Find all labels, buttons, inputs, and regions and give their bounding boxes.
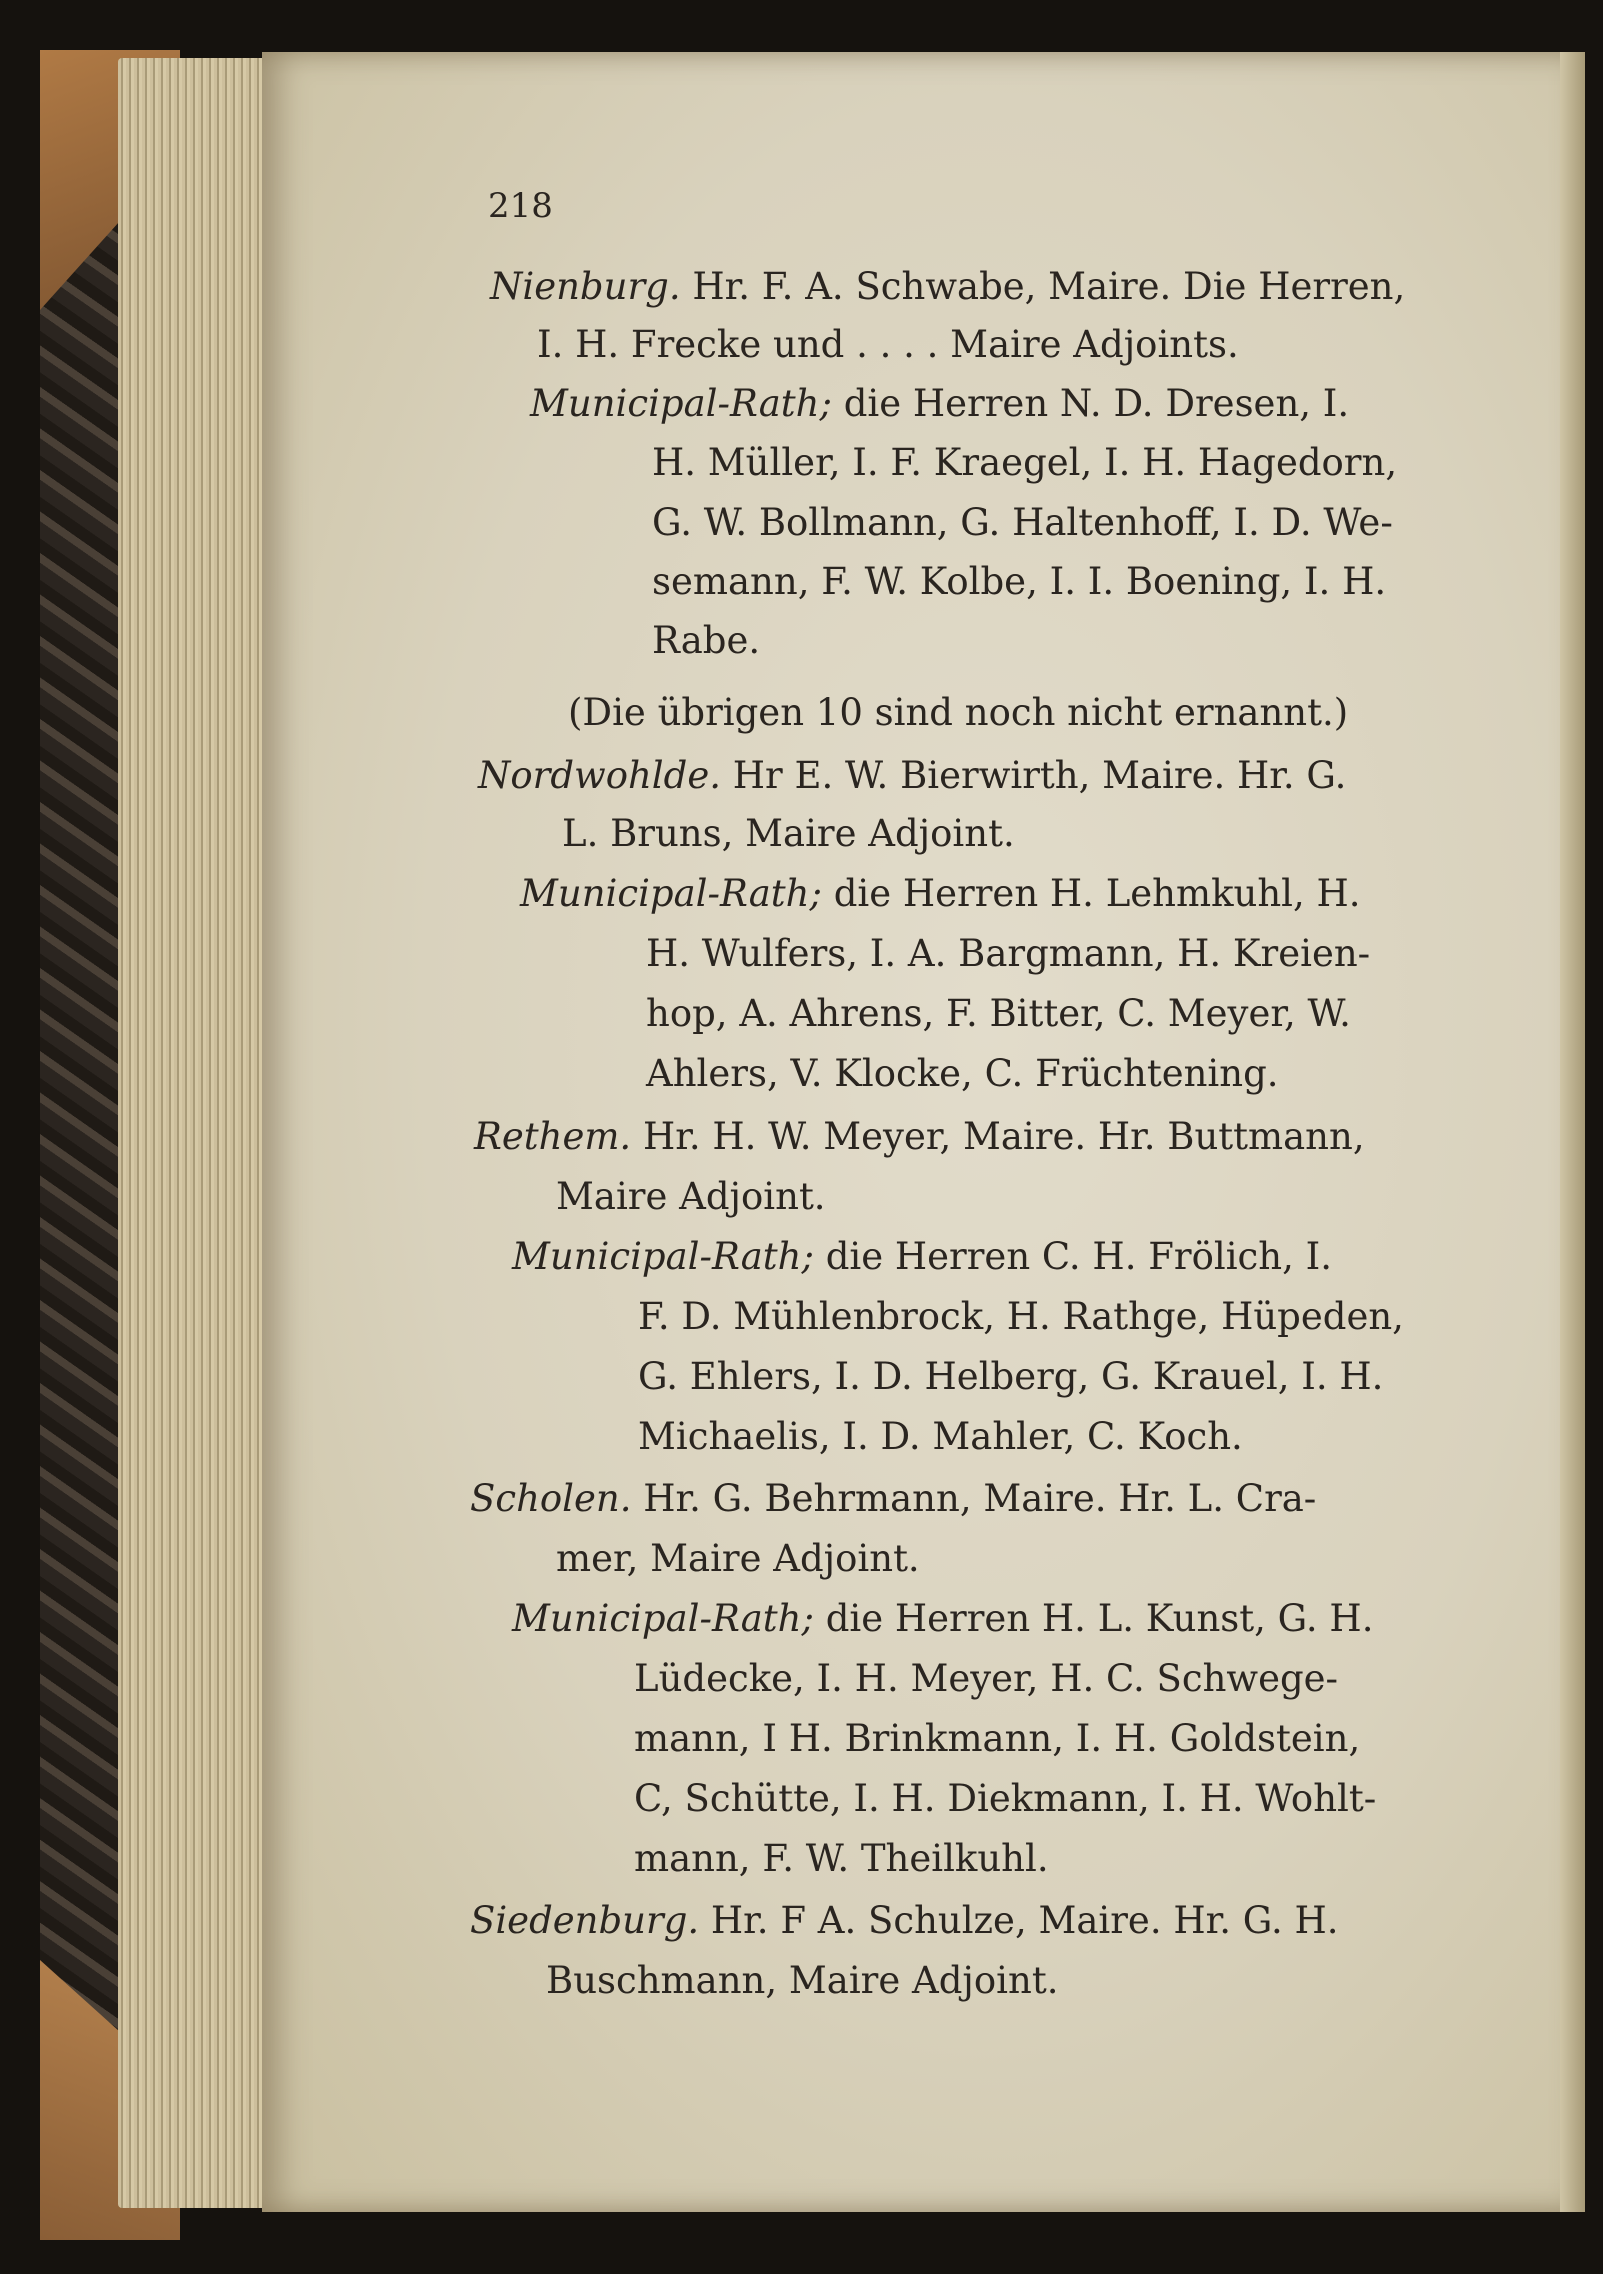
line-text: mer, Maire Adjoint. <box>556 1537 920 1580</box>
line-text: Lüdecke, I. H. Meyer, H. C. Schwege- <box>634 1657 1339 1700</box>
line-text: Ahlers, V. Klocke, C. Früchtening. <box>646 1052 1279 1095</box>
text-line <box>646 1052 1279 1095</box>
section-label: Municipal-Rath; <box>512 1597 814 1640</box>
line-text: Maire Adjoint. <box>556 1175 826 1218</box>
line-text: F. D. Mühlenbrock, H. Rathge, Hüpeden, <box>638 1295 1404 1338</box>
section-label: Municipal-Rath; <box>520 872 822 915</box>
section-label: Municipal-Rath; <box>530 382 832 425</box>
text-line <box>562 812 1015 855</box>
text-line <box>470 1477 1317 1520</box>
line-text: die Herren C. H. Frölich, I. <box>825 1235 1332 1278</box>
line-text: die Herren N. D. Dresen, I. <box>843 382 1350 425</box>
line-text: hop, A. Ahrens, F. Bitter, C. Meyer, W. <box>646 992 1351 1035</box>
line-text: Hr. G. Behrmann, Maire. Hr. L. Cra- <box>643 1477 1317 1520</box>
text-line <box>638 1355 1384 1398</box>
text-line <box>634 1837 1049 1880</box>
text-line <box>556 1175 826 1218</box>
line-text: Hr. F. A. Schwabe, Maire. Die Herren, <box>692 265 1406 308</box>
line-text: G. Ehlers, I. D. Helberg, G. Krauel, I. H. <box>638 1355 1384 1398</box>
place-name: Nordwohlde. <box>478 754 721 797</box>
text-line <box>652 619 761 662</box>
section-label: Municipal-Rath; <box>512 1235 814 1278</box>
text-line <box>638 1415 1243 1458</box>
text-line <box>634 1717 1361 1760</box>
text-line <box>530 382 1350 425</box>
line-text: I. H. Frecke und . . . . Maire Adjoints. <box>537 323 1239 366</box>
text-line <box>556 1537 920 1580</box>
text-line <box>520 872 1361 915</box>
line-text: (Die übrigen 10 sind noch nicht ernannt.) <box>568 691 1349 734</box>
place-name: Nienburg. <box>490 265 681 308</box>
text-line <box>470 1899 1339 1942</box>
text-line <box>652 501 1393 544</box>
line-text: L. Bruns, Maire Adjoint. <box>562 812 1015 855</box>
text-line <box>652 560 1387 603</box>
line-text: Hr. F A. Schulze, Maire. Hr. G. H. <box>710 1899 1339 1942</box>
page-gutter <box>1560 52 1585 2212</box>
text-line <box>646 992 1351 1035</box>
line-text: Michaelis, I. D. Mahler, C. Koch. <box>638 1415 1243 1458</box>
text-line <box>568 691 1349 734</box>
text-line <box>490 265 1406 308</box>
line-text: mann, F. W. Theilkuhl. <box>634 1837 1049 1880</box>
line-text: G. W. Bollmann, G. Haltenhoff, I. D. We- <box>652 501 1393 544</box>
line-text: die Herren H. Lehmkuhl, H. <box>833 872 1361 915</box>
text-line <box>537 323 1239 366</box>
line-text: Rabe. <box>652 619 761 662</box>
text-line <box>474 1115 1365 1158</box>
line-text: H. Müller, I. F. Kraegel, I. H. Hagedorn, <box>652 441 1398 484</box>
line-text: C, Schütte, I. H. Diekmann, I. H. Wohlt- <box>634 1777 1377 1820</box>
line-text: Hr. H. W. Meyer, Maire. Hr. Buttmann, <box>642 1115 1365 1158</box>
text-line <box>652 441 1398 484</box>
page-number: 218 <box>488 186 553 226</box>
page-stack-edges <box>118 58 278 2208</box>
text-line <box>512 1235 1332 1278</box>
text-line <box>646 932 1371 975</box>
line-text: H. Wulfers, I. A. Bargmann, H. Kreien- <box>646 932 1371 975</box>
line-text: Hr E. W. Bierwirth, Maire. Hr. G. <box>732 754 1347 797</box>
text-line <box>478 754 1347 797</box>
line-text: semann, F. W. Kolbe, I. I. Boening, I. H. <box>652 560 1387 603</box>
text-line <box>638 1295 1404 1338</box>
line-text: die Herren H. L. Kunst, G. H. <box>825 1597 1374 1640</box>
place-name: Scholen. <box>470 1477 632 1520</box>
line-text: Buschmann, Maire Adjoint. <box>546 1959 1059 2002</box>
text-line <box>634 1657 1339 1700</box>
place-name: Rethem. <box>474 1115 632 1158</box>
place-name: Siedenburg. <box>470 1899 700 1942</box>
line-text: mann, I H. Brinkmann, I. H. Goldstein, <box>634 1717 1361 1760</box>
text-line <box>546 1959 1059 2002</box>
text-line <box>634 1777 1377 1820</box>
text-line <box>512 1597 1374 1640</box>
